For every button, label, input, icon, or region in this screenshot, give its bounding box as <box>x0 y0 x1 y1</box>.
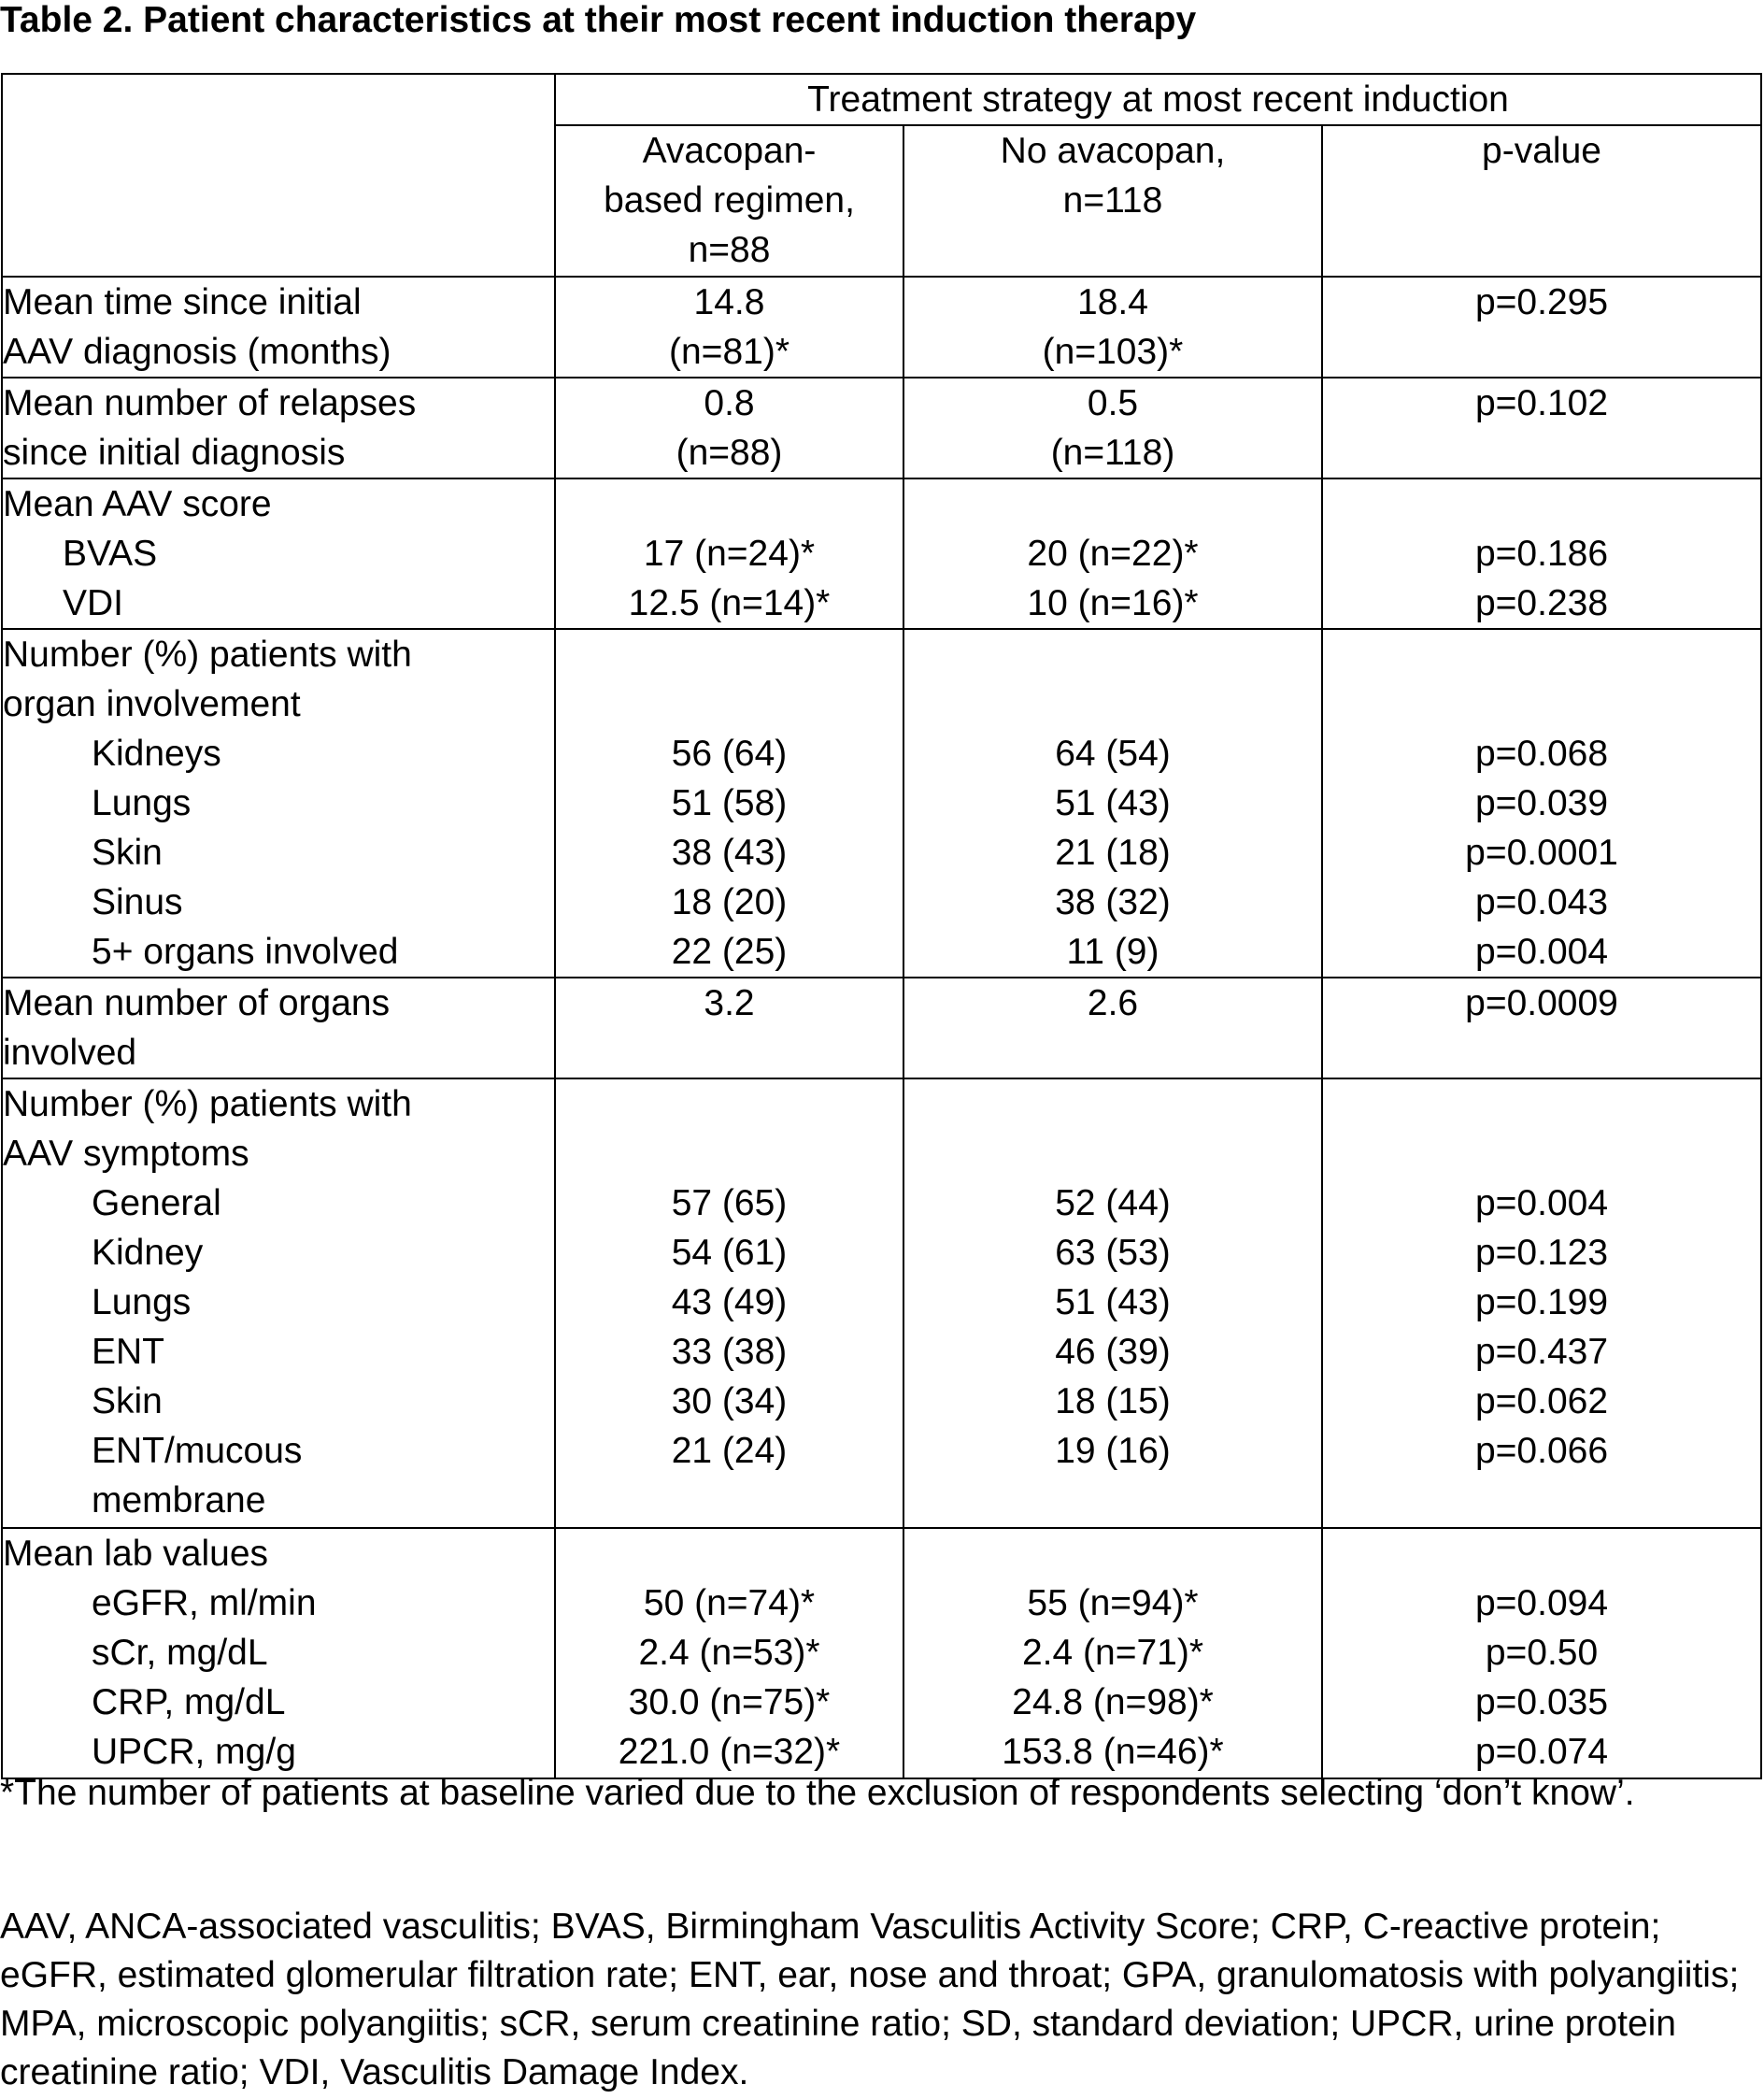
row-label-cell <box>2 478 555 629</box>
no-avacopan-value: (n=118) <box>1050 433 1175 473</box>
header-group-cell <box>555 74 1761 125</box>
spacer-line <box>904 630 1321 679</box>
no-avacopan-cell <box>903 978 1322 1078</box>
no-avacopan-value: 18.4 <box>1077 282 1148 322</box>
sub-row-no-avacopan-value: 11 (9) <box>1066 932 1159 972</box>
sub-row-no-avacopan-value: 24.8 (n=98)* <box>1012 1682 1214 1722</box>
sub-row-avacopan-value: 38 (43) <box>671 833 788 873</box>
avacopan-cell <box>555 629 903 978</box>
pvalue-value: p=0.102 <box>1474 383 1609 423</box>
spacer-line <box>556 1129 903 1178</box>
spacer-line <box>1323 1129 1760 1178</box>
sub-row-label: Skin <box>92 1381 163 1421</box>
sub-row-avacopan-value: 30.0 (n=75)* <box>628 1682 831 1722</box>
sub-row-no-avacopan-value: 64 (54) <box>1055 734 1171 774</box>
table-row <box>2 277 1761 378</box>
pvalue-cell <box>1322 378 1761 478</box>
sub-row-no-avacopan-value: 19 (16) <box>1055 1431 1171 1471</box>
pvalue-cell <box>1322 277 1761 378</box>
sub-row-pvalue: p=0.074 <box>1474 1732 1609 1772</box>
no-avacopan-cell <box>903 1528 1322 1778</box>
row-label-line: Mean number of relapses <box>3 383 417 423</box>
avacopan-cell <box>555 1078 903 1528</box>
avacopan-cell <box>555 378 903 478</box>
header-pvalue-cell <box>1322 125 1761 277</box>
row-label-line: organ involvement <box>3 684 301 724</box>
sub-row-label: eGFR, ml/min <box>92 1583 317 1623</box>
sub-row-no-avacopan-value: 38 (32) <box>1055 882 1171 922</box>
header-avacopan-cell <box>555 125 903 277</box>
header-group-label: Treatment strategy at most recent induction <box>807 79 1509 120</box>
sub-row-avacopan-value: 33 (38) <box>671 1332 788 1372</box>
table-title: Table 2. Patient characteristics at their most recent induction therapy <box>0 0 1197 40</box>
pvalue-cell <box>1322 478 1761 629</box>
spacer-line <box>904 479 1321 529</box>
sub-row-label: Skin <box>92 833 163 873</box>
sub-row-no-avacopan-value: 51 (43) <box>1055 1282 1171 1322</box>
spacer-line <box>904 1129 1321 1178</box>
avacopan-cell <box>555 478 903 629</box>
table-row <box>2 1528 1761 1778</box>
sub-row-avacopan-value: 17 (n=24)* <box>643 534 816 574</box>
sub-row-avacopan-value: 51 (58) <box>671 783 788 823</box>
sub-row-no-avacopan-value: 52 (44) <box>1055 1183 1171 1223</box>
sub-row-pvalue: p=0.039 <box>1474 783 1609 823</box>
spacer-line <box>1323 630 1760 679</box>
sub-row-label: ENT/mucous <box>92 1431 303 1471</box>
header-avacopan-line: based regimen, <box>604 180 855 221</box>
row-label-cell <box>2 629 555 978</box>
sub-row-pvalue: p=0.199 <box>1474 1282 1609 1322</box>
row-label-line: AAV diagnosis (months) <box>3 332 391 372</box>
sub-row-label: CRP, mg/dL <box>92 1682 286 1722</box>
sub-row-label: sCr, mg/dL <box>92 1633 268 1673</box>
no-avacopan-cell <box>903 478 1322 629</box>
sub-row-label: membrane <box>92 1480 266 1521</box>
sub-row-pvalue: p=0.437 <box>1474 1332 1609 1372</box>
avacopan-value: 14.8 <box>693 282 765 322</box>
sub-row-pvalue: p=0.062 <box>1474 1381 1609 1421</box>
sub-row-avacopan-value: 50 (n=74)* <box>643 1583 816 1623</box>
sub-row-pvalue: p=0.186 <box>1474 534 1609 574</box>
sub-row-label: Kidneys <box>92 734 221 774</box>
sub-row-avacopan-value: 43 (49) <box>671 1282 788 1322</box>
sub-row-avacopan-value: 2.4 (n=53)* <box>638 1633 820 1673</box>
pvalue-cell <box>1322 978 1761 1078</box>
sub-row-label: Sinus <box>92 882 183 922</box>
spacer-line <box>556 479 903 529</box>
header-no-avacopan-cell <box>903 125 1322 277</box>
no-avacopan-value: 0.5 <box>1087 383 1139 423</box>
sub-row-no-avacopan-value: 21 (18) <box>1055 833 1171 873</box>
row-label-line: Mean time since initial <box>3 282 362 322</box>
spacer-line <box>904 679 1321 729</box>
sub-row-pvalue: p=0.238 <box>1474 583 1609 623</box>
sub-row-pvalue: p=0.094 <box>1474 1583 1609 1623</box>
sub-row-label: Lungs <box>92 783 192 823</box>
sub-row-pvalue: p=0.004 <box>1474 1183 1609 1223</box>
no-avacopan-cell <box>903 629 1322 978</box>
spacer-line <box>556 1079 903 1129</box>
avacopan-cell <box>555 277 903 378</box>
row-label-cell <box>2 1528 555 1778</box>
header-avacopan-line: Avacopan- <box>642 131 817 171</box>
sub-row-pvalue: p=0.035 <box>1474 1682 1609 1722</box>
row-label-cell <box>2 378 555 478</box>
no-avacopan-cell <box>903 277 1322 378</box>
avacopan-cell <box>555 1528 903 1778</box>
spacer-line <box>1323 679 1760 729</box>
avacopan-value: 0.8 <box>704 383 755 423</box>
row-label-cell <box>2 277 555 378</box>
pvalue-cell <box>1322 1078 1761 1528</box>
spacer-line <box>556 630 903 679</box>
sub-row-avacopan-value: 18 (20) <box>671 882 788 922</box>
sub-row-pvalue: p=0.043 <box>1474 882 1609 922</box>
abbreviations-text: AAV, ANCA-associated vasculitis; BVAS, Birmingham Vasculitis Activity Score; CRP, C-reactive protein; eGFR, estimated glomerular filtration rate; ENT, ear, nose and throat; GPA, granulomatosis with polyangiitis; MPA, microscopic polyangiitis; sCR, serum creatinine ratio; SD, standard deviation; UPCR, urine protein creatinine ratio; VDI, Vasculitis Damage Index. <box>0 1906 1740 2092</box>
spacer-line <box>556 1529 903 1578</box>
no-avacopan-cell <box>903 1078 1322 1528</box>
header-avacopan-line: n=88 <box>688 230 771 270</box>
row-label-line: Mean lab values <box>3 1534 269 1574</box>
sub-row-no-avacopan-value: 18 (15) <box>1055 1381 1171 1421</box>
sub-row-no-avacopan-value: 46 (39) <box>1055 1332 1171 1372</box>
sub-row-avacopan-value: 56 (64) <box>671 734 788 774</box>
pvalue-cell <box>1322 629 1761 978</box>
row-label-cell <box>2 978 555 1078</box>
sub-row-no-avacopan-value: 153.8 (n=46)* <box>1002 1732 1224 1772</box>
table-footnote <box>0 1768 1764 1818</box>
sub-row-label: ENT <box>92 1332 164 1372</box>
sub-row-pvalue: p=0.066 <box>1474 1431 1609 1471</box>
spacer-line <box>1323 1529 1760 1578</box>
spacer-line <box>1323 1079 1760 1129</box>
sub-row-avacopan-value: 21 (24) <box>671 1431 788 1471</box>
row-label-line: Mean number of organs <box>3 983 391 1023</box>
sub-row-avacopan-value: 221.0 (n=32)* <box>618 1732 841 1772</box>
header-group-row <box>2 74 1761 125</box>
table-row <box>2 629 1761 978</box>
table-row <box>2 978 1761 1078</box>
row-label-cell <box>2 1078 555 1528</box>
no-avacopan-value: (n=103)* <box>1042 332 1184 372</box>
sub-row-pvalue: p=0.0001 <box>1465 833 1618 873</box>
characteristics-table <box>1 73 1762 1779</box>
no-avacopan-value: 2.6 <box>1087 983 1139 1023</box>
spacer-line <box>904 1079 1321 1129</box>
sub-row-avacopan-value: 12.5 (n=14)* <box>628 583 831 623</box>
spacer-line <box>556 679 903 729</box>
sub-row-no-avacopan-value: 51 (43) <box>1055 783 1171 823</box>
sub-row-avacopan-value: 57 (65) <box>671 1183 788 1223</box>
sub-row-no-avacopan-value: 63 (53) <box>1055 1233 1171 1273</box>
header-pvalue-label: p-value <box>1482 131 1601 171</box>
abbreviations-note <box>0 1903 1764 2097</box>
sub-row-pvalue: p=0.50 <box>1485 1633 1599 1673</box>
pvalue-cell <box>1322 1528 1761 1778</box>
spacer-line <box>1323 479 1760 529</box>
header-empty-cell <box>2 74 555 277</box>
sub-row-pvalue: p=0.123 <box>1474 1233 1609 1273</box>
sub-row-label: VDI <box>63 583 124 623</box>
sub-row-avacopan-value: 30 (34) <box>671 1381 788 1421</box>
row-label-line: AAV symptoms <box>3 1134 249 1174</box>
avacopan-cell <box>555 978 903 1078</box>
row-label-line: Mean AAV score <box>3 484 272 524</box>
row-label-line: Number (%) patients with <box>3 1084 412 1124</box>
table-row <box>2 478 1761 629</box>
avacopan-value: (n=88) <box>676 433 783 473</box>
avacopan-value: (n=81)* <box>669 332 790 372</box>
header-no-avacopan-line: No avacopan, <box>1000 131 1226 171</box>
sub-row-avacopan-value: 22 (25) <box>671 932 788 972</box>
sub-row-no-avacopan-value: 10 (n=16)* <box>1027 583 1199 623</box>
sub-row-pvalue: p=0.004 <box>1474 932 1609 972</box>
row-label-line: Number (%) patients with <box>3 635 412 675</box>
pvalue-value: p=0.295 <box>1474 282 1609 322</box>
sub-row-no-avacopan-value: 2.4 (n=71)* <box>1021 1633 1204 1673</box>
table-row <box>2 378 1761 478</box>
sub-row-label: BVAS <box>63 534 158 574</box>
no-avacopan-cell <box>903 378 1322 478</box>
sub-row-pvalue: p=0.068 <box>1474 734 1609 774</box>
sub-row-label: 5+ organs involved <box>92 932 399 972</box>
avacopan-value: 3.2 <box>704 983 755 1023</box>
sub-row-no-avacopan-value: 20 (n=22)* <box>1027 534 1199 574</box>
footnote-text: *The number of patients at baseline varied due to the exclusion of respondents selecting ‘don’t know’. <box>0 1773 1635 1813</box>
sub-row-avacopan-value: 54 (61) <box>671 1233 788 1273</box>
sub-row-label: Kidney <box>92 1233 204 1273</box>
header-no-avacopan-line: n=118 <box>1062 180 1163 221</box>
spacer-line <box>904 1529 1321 1578</box>
row-label-line: involved <box>3 1033 137 1073</box>
sub-row-label: UPCR, mg/g <box>92 1732 296 1772</box>
row-label-line: since initial diagnosis <box>3 433 346 473</box>
pvalue-value: p=0.0009 <box>1465 983 1618 1023</box>
sub-row-no-avacopan-value: 55 (n=94)* <box>1027 1583 1199 1623</box>
sub-row-label: Lungs <box>92 1282 192 1322</box>
table-row <box>2 1078 1761 1528</box>
sub-row-label: General <box>92 1183 221 1223</box>
